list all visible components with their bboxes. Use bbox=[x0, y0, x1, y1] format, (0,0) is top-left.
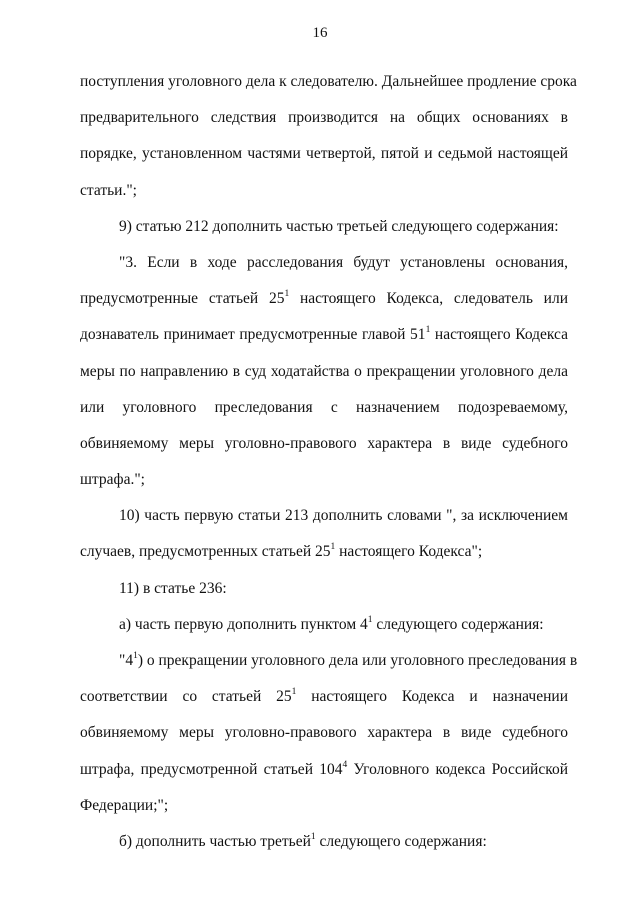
text-fragment: Уголовного кодекса Российской bbox=[353, 760, 569, 778]
text-fragment: ) о прекращении уголовного дела или уголовного преследования в bbox=[137, 652, 578, 669]
text-fragment: настоящего Кодекса bbox=[434, 326, 568, 344]
page-number: 16 bbox=[312, 25, 328, 41]
text-line bbox=[80, 643, 578, 679]
text-fragment: а) часть первую дополнить пунктом 4 bbox=[119, 615, 368, 633]
text-line bbox=[80, 534, 568, 570]
text-line: 9) статью 212 дополнить частью третьей следующего содержания: bbox=[119, 217, 559, 235]
text-line: 11) в статье 236: bbox=[119, 579, 227, 597]
superscript: 1 bbox=[133, 651, 138, 661]
text-line bbox=[80, 607, 568, 643]
superscript: 1 bbox=[367, 614, 373, 625]
text-line: штрафа."; bbox=[80, 471, 145, 489]
superscript: 1 bbox=[425, 325, 431, 336]
text-fragment: случаев, предусмотренных статьей 25 bbox=[80, 543, 331, 561]
text-line bbox=[80, 752, 568, 788]
text-fragment: предусмотренные статьей 25 bbox=[80, 290, 285, 308]
text-fragment: настоящего Кодекса, следователь или bbox=[300, 290, 568, 308]
superscript: 1 bbox=[291, 687, 297, 698]
text-line: порядке, установленном частями четвертой, пятой и седьмой настоящей bbox=[80, 145, 568, 163]
text-line: поступления уголовного дела к следователю. Дальнейшее продление срока bbox=[80, 73, 577, 90]
text-line: статьи."; bbox=[80, 181, 137, 199]
text-line: "3. Если в ходе расследования будут установлены основания, bbox=[119, 253, 568, 271]
text-line bbox=[80, 679, 568, 715]
text-line: предварительного следствия производится на общих основаниях в bbox=[80, 109, 568, 127]
superscript: 1 bbox=[330, 542, 336, 553]
text-fragment: следующего содержания: bbox=[319, 832, 487, 850]
text-line: Федерации;"; bbox=[80, 796, 169, 814]
text-line bbox=[80, 824, 568, 860]
text-line: обвиняемому меры уголовно-правового характера в виде судебного bbox=[80, 724, 568, 742]
superscript: 1 bbox=[284, 289, 290, 300]
text-fragment: дознаватель принимает предусмотренные главой 51 bbox=[80, 326, 426, 344]
text-fragment: соответствии со статьей 25 bbox=[80, 688, 292, 706]
text-fragment: б) дополнить частью третьей bbox=[119, 832, 311, 850]
text-line: обвиняемому меры уголовно-правового характера в виде судебного bbox=[80, 434, 568, 452]
text-fragment: настоящего Кодекса"; bbox=[339, 543, 483, 561]
text-line: или уголовного преследования с назначением подозреваемому, bbox=[80, 398, 568, 416]
superscript: 1 bbox=[310, 831, 316, 842]
superscript: 4 bbox=[342, 759, 348, 770]
text-line bbox=[80, 317, 568, 353]
text-line: 10) часть первую статьи 213 дополнить словами ", за исключением bbox=[119, 507, 568, 525]
text-line bbox=[80, 281, 568, 317]
text-fragment: следующего содержания: bbox=[376, 615, 544, 633]
document-body bbox=[80, 64, 578, 860]
text-line: меры по направлению в суд ходатайства о прекращении уголовного дела bbox=[80, 362, 568, 380]
text-fragment: "4 bbox=[119, 652, 134, 669]
text-fragment: штрафа, предусмотренной статьей 104 bbox=[80, 760, 343, 778]
text-fragment: настоящего Кодекса и назначении bbox=[311, 688, 568, 706]
